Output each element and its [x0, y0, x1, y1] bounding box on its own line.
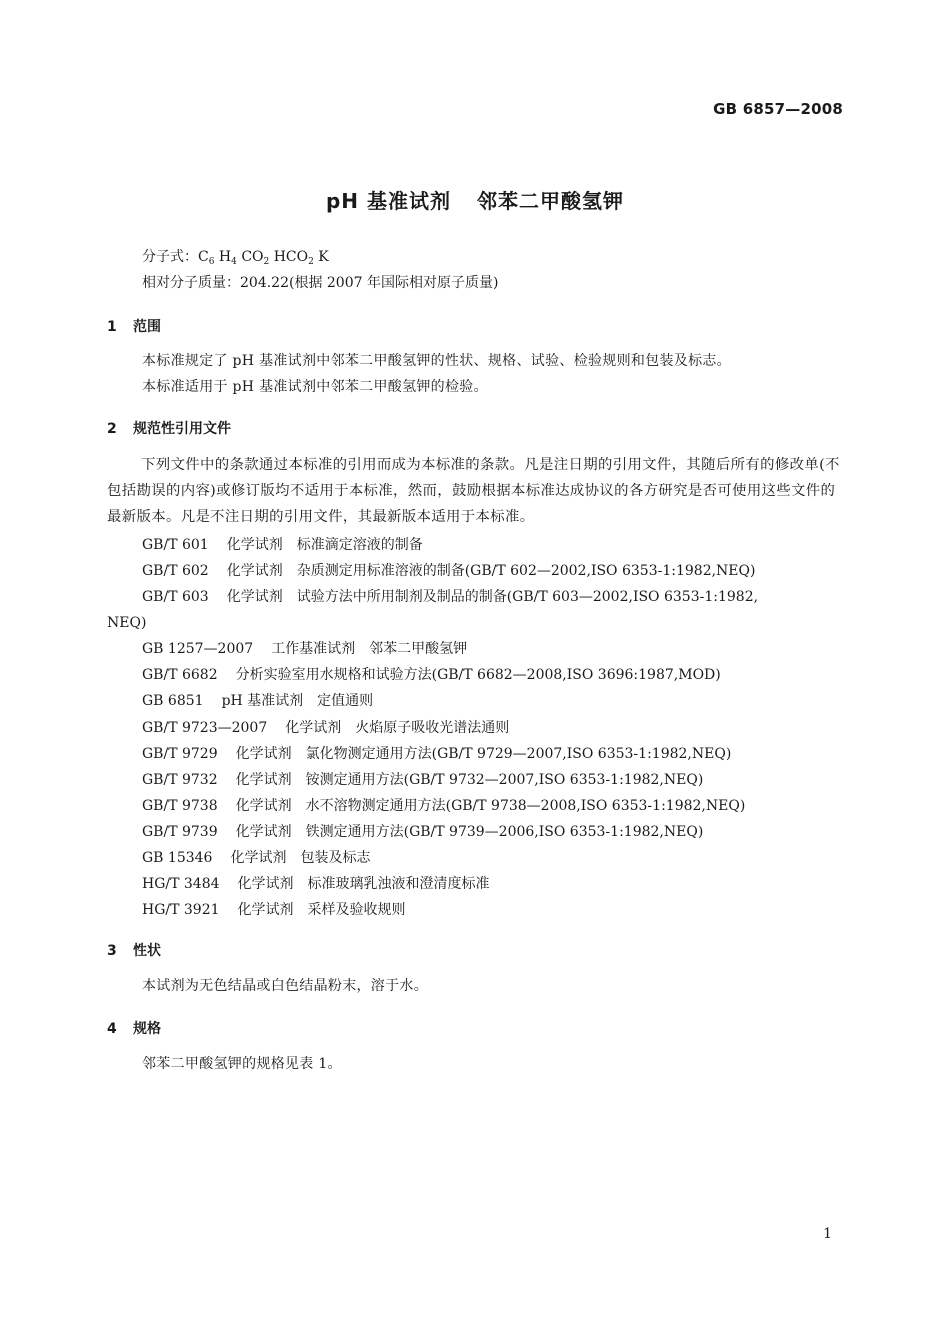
ref-item: GB/T 9723—2007 化学试剂 火焰原子吸收光谱法通则 — [142, 720, 510, 736]
ref-item-continuation: NEQ) — [107, 615, 147, 631]
section-4-para: 邻苯二甲酸氢钾的规格见表 1。 — [142, 1056, 342, 1072]
ref-item: GB 1257—2007 工作基准试剂 邻苯二甲酸氢钾 — [142, 641, 468, 657]
molar-mass: 相对分子质量：204.22(根据 2007 年国际相对原子质量) — [142, 275, 499, 291]
title-left: pH 基准试剂 — [325, 189, 452, 213]
section-1-para-1: 本标准规定了 pH 基准试剂中邻苯二甲酸氢钾的性状、规格、试验、检验规则和包装及标志。 — [142, 353, 731, 369]
title-right: 邻苯二甲酸氢钾 — [477, 189, 625, 213]
ref-item: HG/T 3921 化学试剂 采样及验收规则 — [142, 902, 406, 918]
section-3-heading: 3 性状 — [107, 943, 161, 959]
ref-item: GB/T 9732 化学试剂 铵测定通用方法(GB/T 9732—2007,ISO 6353-1:1982,NEQ) — [142, 772, 704, 788]
ref-item: GB/T 603 化学试剂 试验方法中所用制剂及制品的制备(GB/T 603—2002,ISO 6353-1:1982, — [142, 589, 759, 605]
ref-item: HG/T 3484 化学试剂 标准玻璃乳浊液和澄清度标准 — [142, 876, 490, 892]
section-4-heading: 4 规格 — [107, 1021, 161, 1037]
standard-number: GB 6857—2008 — [713, 100, 843, 118]
section-2-heading: 2 规范性引用文件 — [107, 421, 231, 437]
ref-item: GB/T 601 化学试剂 标准滴定溶液的制备 — [142, 537, 423, 553]
ref-item: GB/T 6682 分析实验室用水规格和试验方法(GB/T 6682—2008,ISO 3696:1987,MOD) — [142, 667, 721, 683]
ref-item: GB/T 9729 化学试剂 氯化物测定通用方法(GB/T 9729—2007,ISO 6353-1:1982,NEQ) — [142, 746, 732, 762]
ref-item: GB 6851 pH 基准试剂 定值通则 — [142, 693, 374, 709]
section-3-para: 本试剂为无色结晶或白色结晶粉末，溶于水。 — [142, 978, 428, 994]
ref-item: GB 15346 化学试剂 包装及标志 — [142, 850, 371, 866]
section-1-heading: 1 范围 — [107, 319, 161, 335]
ref-item: GB/T 9738 化学试剂 水不溶物测定通用方法(GB/T 9738—2008,ISO 6353-1:1982,NEQ) — [142, 798, 746, 814]
ref-item: GB/T 602 化学试剂 杂质测定用标准溶液的制备(GB/T 602—2002,ISO 6353-1:1982,NEQ) — [142, 563, 756, 579]
molecular-formula: 分子式：$C_6$ $H_4$ $CO_2$ $HCO_2$ K — [142, 249, 329, 267]
section-2-intro: 下列文件中的条款通过本标准的引用而成为本标准的条款。凡是注日期的引用文件，其随后所有的修改单(不包括勘误的内容)或修订版均不适用于本标准，然而，鼓励根据本标准达成协议的各方研究是否可使用这些文件的最新版本。凡是不注日期的引用文件，其最新版本适用于本标准。 — [107, 457, 840, 525]
ref-item: GB/T 9739 化学试剂 铁测定通用方法(GB/T 9739—2006,ISO 6353-1:1982,NEQ) — [142, 824, 704, 840]
section-1-para-2: 本标准适用于 pH 基准试剂中邻苯二甲酸氢钾的检验。 — [142, 379, 488, 395]
page-number: 1 — [823, 1226, 832, 1242]
document-title — [0, 185, 950, 214]
